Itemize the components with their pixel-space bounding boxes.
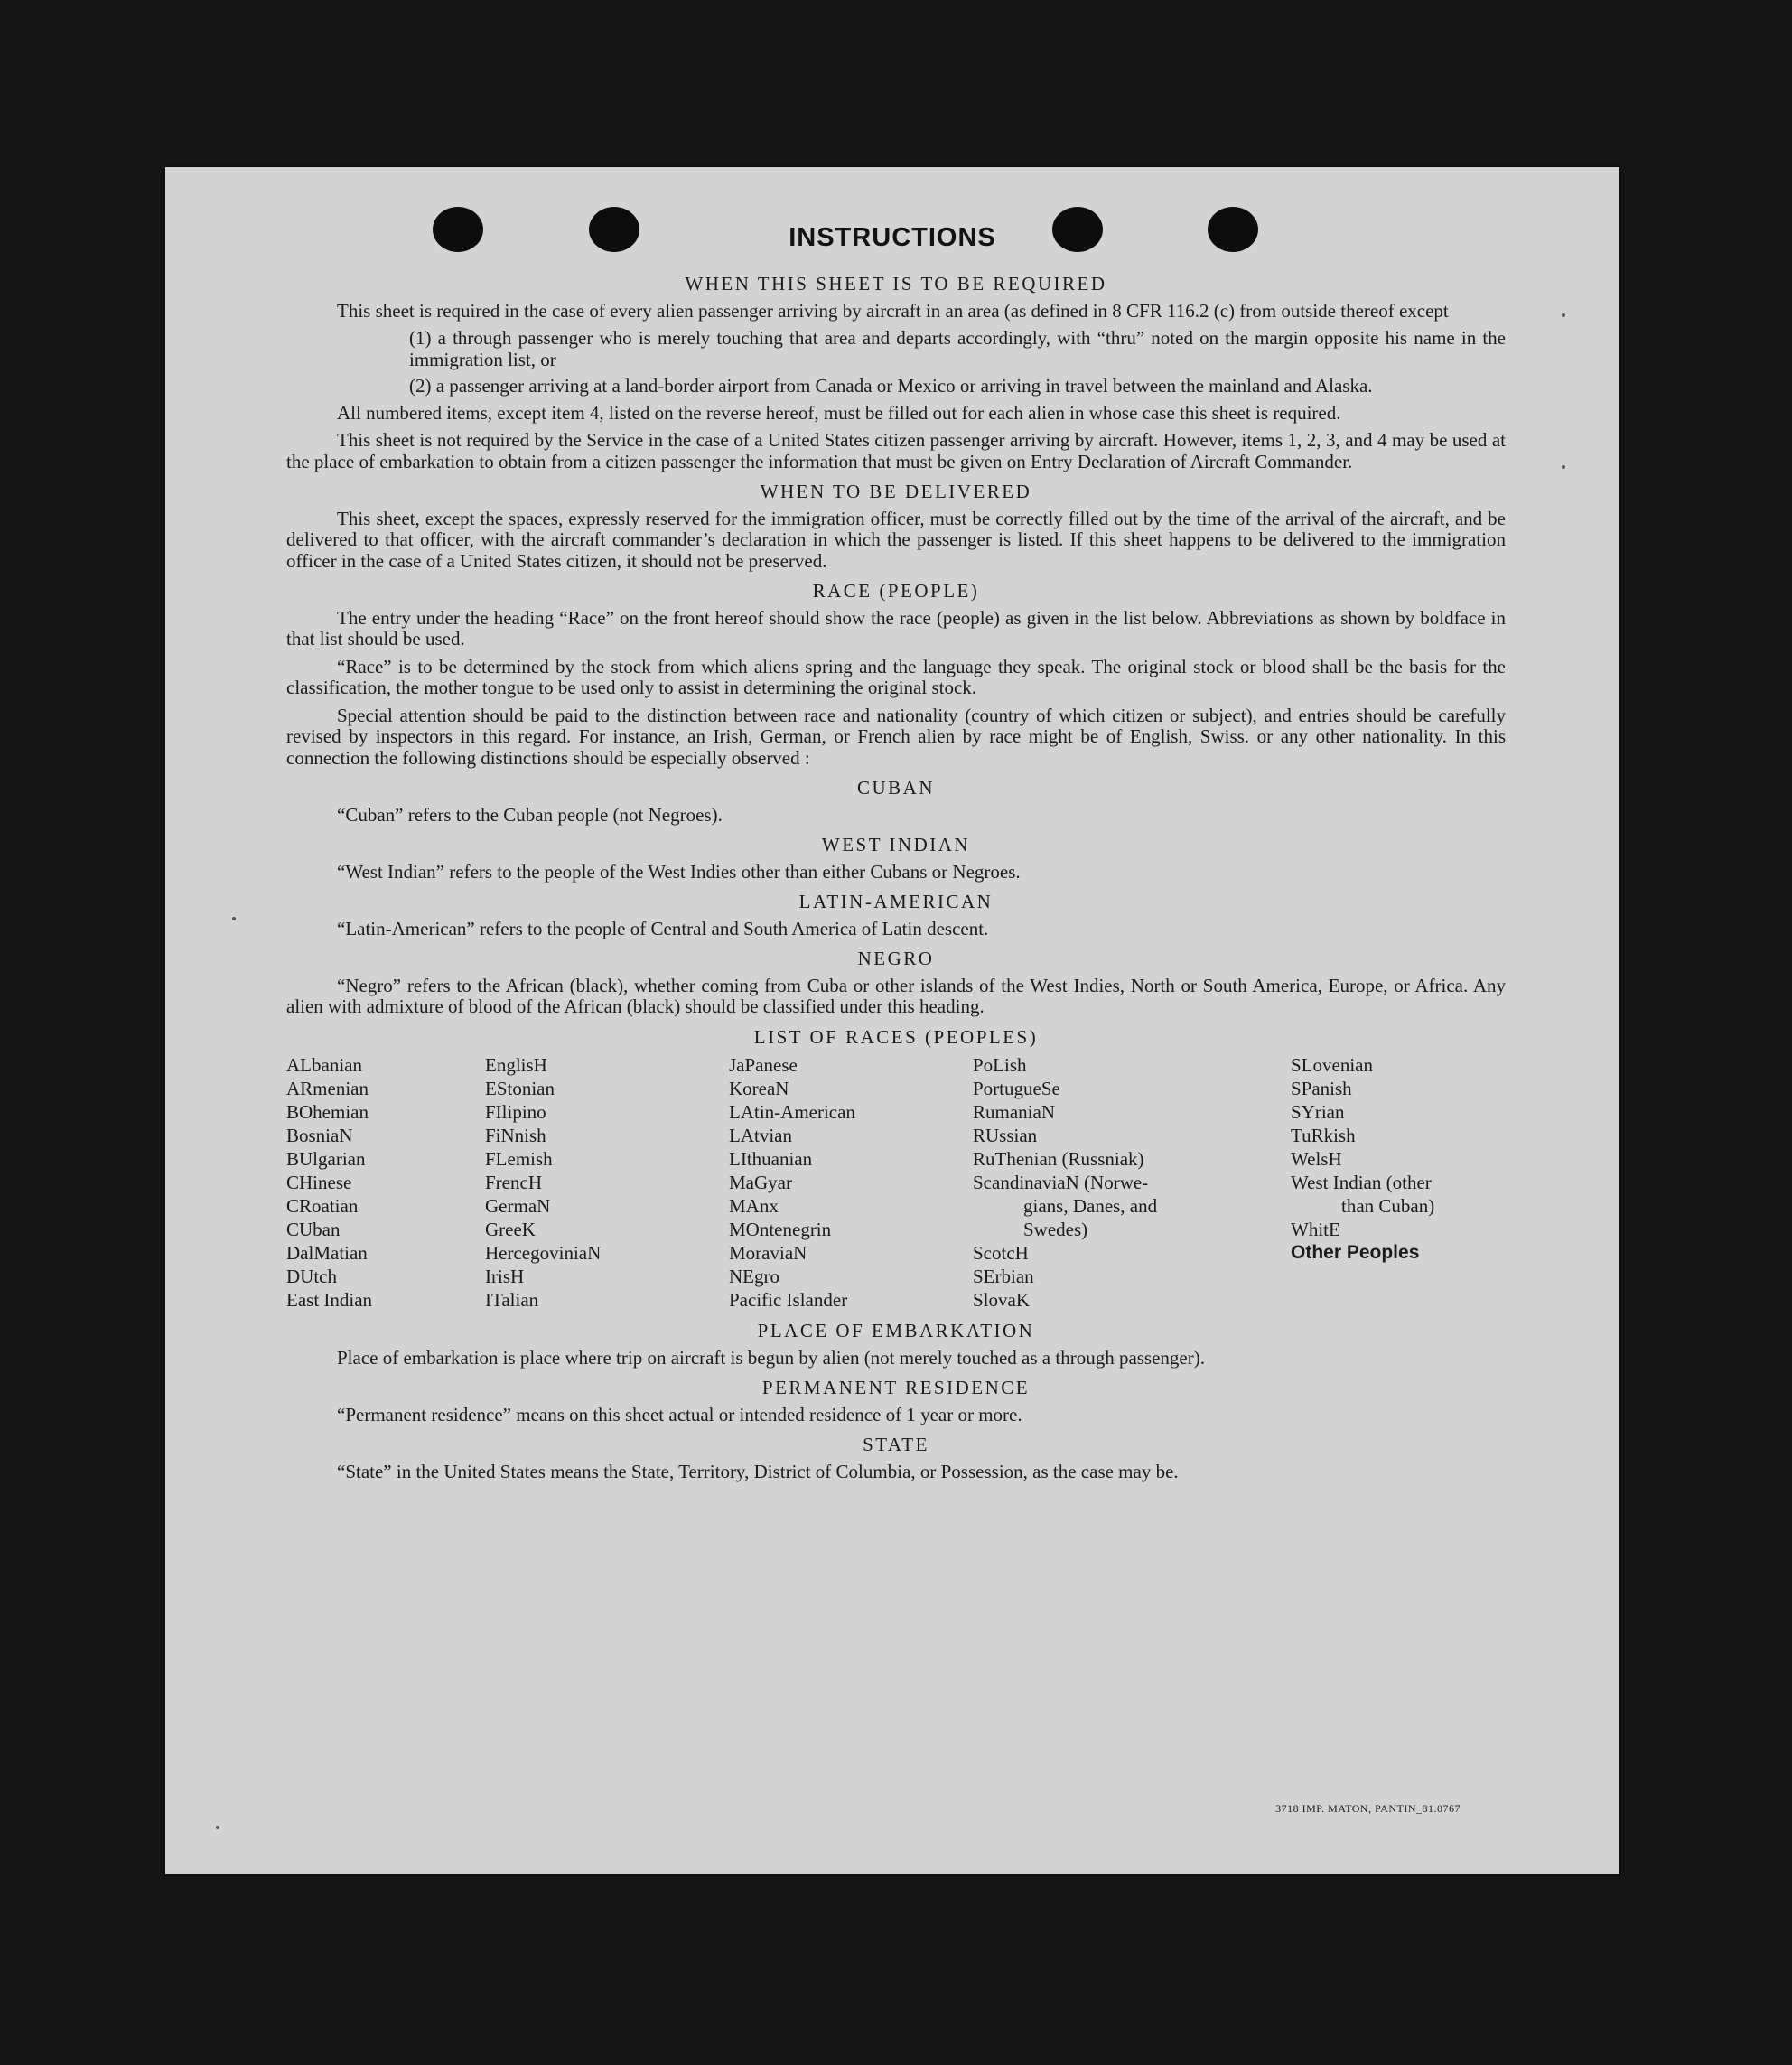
- heading-place-of-embarkation: PLACE OF EMBARKATION: [757, 1320, 1035, 1341]
- race-entry: PoLish: [973, 1054, 1027, 1076]
- race-entry: LIthuanian: [729, 1148, 813, 1170]
- race-entry: than Cuban): [1341, 1195, 1435, 1217]
- race-entry: SYrian: [1291, 1101, 1345, 1123]
- race-entry: KoreaN: [729, 1078, 789, 1099]
- race-entry: Swedes): [1023, 1219, 1088, 1240]
- race-entry: RuThenian (Russniak): [973, 1148, 1144, 1170]
- race-entry: LAtvian: [729, 1125, 792, 1146]
- race-entry: RumaniaN: [973, 1101, 1055, 1123]
- paragraph: “Permanent residence” means on this sheet actual or intended residence of 1 year or more.: [337, 1403, 1022, 1425]
- speck: [216, 1826, 219, 1829]
- race-entry: NEgro: [729, 1266, 779, 1287]
- paragraph: “Latin-American” refers to the people of Central and South America of Latin descent.: [337, 917, 989, 939]
- race-entry: BosniaN: [286, 1125, 353, 1146]
- race-entry: EStonian: [485, 1078, 555, 1099]
- race-column-5: [1291, 1053, 1506, 1312]
- page-title: INSTRUCTIONS: [789, 223, 996, 252]
- race-entry: ScotcH: [973, 1242, 1029, 1264]
- paragraph: Place of embarkation is place where trip on aircraft is begun by alien (not merely touched as a through passenger).: [337, 1346, 1205, 1369]
- race-entry: SlovaK: [973, 1289, 1030, 1311]
- heading-cuban: CUBAN: [856, 777, 935, 799]
- race-list: [286, 1053, 1506, 1312]
- race-entry: BUlgarian: [286, 1148, 366, 1170]
- paragraph: “Race” is to be determined by the stock from which aliens spring and the language they speak. The original stock or blood shall be the basis for the classification, the mother tongue to be used only to assist in determining the original stock.: [286, 655, 1506, 698]
- race-column-2: [485, 1053, 729, 1312]
- race-entry: RUssian: [973, 1125, 1038, 1146]
- heading-when-required: WHEN THIS SHEET IS TO BE REQUIRED: [685, 273, 1107, 294]
- speck: [232, 917, 236, 920]
- race-entry: Other Peoples: [1291, 1242, 1420, 1263]
- race-entry: MoraviaN: [729, 1242, 807, 1264]
- race-entry: ScandinaviaN (Norwe-: [973, 1172, 1149, 1193]
- race-entry: FrencH: [485, 1172, 542, 1193]
- paragraph: This sheet is not required by the Service in the case of a United States citizen passenger arriving by aircraft. However, items 1, 2, 3, and 4 may be used at the place of embarkation to obtain from a citizen passenger the information that must be given on Entry Declaration of Aircraft Commander.: [286, 429, 1506, 472]
- race-entry: PortugueSe: [973, 1078, 1060, 1099]
- race-entry: East Indian: [286, 1289, 373, 1311]
- race-entry: TuRkish: [1291, 1125, 1356, 1146]
- race-entry: MAnx: [729, 1195, 779, 1217]
- heading-permanent-residence: PERMANENT RESIDENCE: [761, 1377, 1031, 1398]
- paragraph: This sheet is required in the case of every alien passenger arriving by aircraft in an area (as defined in 8 CFR 116.2 (c) from outside thereof except: [337, 299, 1449, 322]
- race-entry: gians, Danes, and: [1023, 1195, 1158, 1217]
- race-entry: JaPanese: [729, 1054, 798, 1076]
- document-sheet: [165, 167, 1619, 1874]
- race-entry: SErbian: [973, 1266, 1034, 1287]
- race-entry: DalMatian: [286, 1242, 368, 1264]
- heading-when-delivered: WHEN TO BE DELIVERED: [760, 481, 1032, 502]
- paragraph: “Negro” refers to the African (black), whether coming from Cuba or other islands of the West Indies, North or South America, Europe, or Africa. Any alien with admixture of blood of the African (black) should be classified under this heading.: [286, 974, 1506, 1017]
- race-entry: ARmenian: [286, 1078, 369, 1099]
- heading-list-of-races: LIST OF RACES (PEOPLES): [753, 1025, 1039, 1048]
- race-entry: West Indian (other: [1291, 1172, 1432, 1193]
- heading-negro: NEGRO: [857, 948, 935, 969]
- race-entry: GreeK: [485, 1219, 536, 1240]
- race-column-3: [729, 1053, 973, 1312]
- printer-footer: 3718 IMP. MATON, PANTIN_81.0767: [1275, 1802, 1461, 1815]
- race-column-4: [973, 1053, 1291, 1312]
- race-entry: LAtin-American: [729, 1101, 855, 1123]
- race-entry: CUban: [286, 1219, 341, 1240]
- race-entry: MOntenegrin: [729, 1219, 832, 1240]
- exception-item: (2) a passenger arriving at a land-border airport from Canada or Mexico or arriving in travel between the mainland and Alaska.: [409, 375, 1373, 397]
- speck: [1562, 465, 1565, 469]
- race-entry: WhitE: [1291, 1219, 1340, 1240]
- race-entry: MaGyar: [729, 1172, 792, 1193]
- race-column-1: [286, 1053, 485, 1312]
- race-entry: IrisH: [485, 1266, 525, 1287]
- race-entry: SLovenian: [1291, 1054, 1373, 1076]
- race-entry: ITalian: [485, 1289, 539, 1311]
- race-entry: BOhemian: [286, 1101, 369, 1123]
- paragraph: The entry under the heading “Race” on the front hereof should show the race (people) as given in the list below. Abbreviations as shown by boldface in that list should be used.: [286, 606, 1506, 649]
- race-entry: ALbanian: [286, 1054, 362, 1076]
- paragraph: “Cuban” refers to the Cuban people (not Negroes).: [337, 803, 723, 826]
- paragraph: “West Indian” refers to the people of the West Indies other than either Cubans or Negroes.: [337, 860, 1021, 883]
- race-entry: HercegoviniaN: [485, 1242, 602, 1264]
- race-entry: EnglisH: [485, 1054, 547, 1076]
- race-entry: GermaN: [485, 1195, 551, 1217]
- paragraph: This sheet, except the spaces, expressly reserved for the immigration officer, must be correctly filled out by the time of the arrival of the aircraft, and be delivered to that officer, with the aircraft commander’s declaration in which the passenger is listed. If this sheet happens to be delivered to the immigration officer in the case of a United States citizen, it should not be preserved.: [286, 507, 1506, 572]
- heading-state: STATE: [863, 1434, 929, 1455]
- race-entry: DUtch: [286, 1266, 337, 1287]
- speck: [1562, 313, 1565, 317]
- paragraph: “State” in the United States means the State, Territory, District of Columbia, or Possession, as the case may be.: [337, 1460, 1179, 1482]
- paragraph: All numbered items, except item 4, listed on the reverse hereof, must be filled out for each alien in whose case this sheet is required.: [337, 401, 1341, 424]
- heading-latin-american: LATIN-AMERICAN: [798, 891, 994, 912]
- exception-item: (1) a through passenger who is merely touching that area and departs accordingly, with “thru” noted on the margin opposite his name in the immigration list, or: [409, 327, 1506, 370]
- race-entry: Pacific Islander: [729, 1289, 848, 1311]
- race-entry: SPanish: [1291, 1078, 1352, 1099]
- heading-west-indian: WEST INDIAN: [821, 834, 971, 855]
- race-entry: CRoatian: [286, 1195, 359, 1217]
- race-entry: CHinese: [286, 1172, 352, 1193]
- race-entry: FiNnish: [485, 1125, 546, 1146]
- race-entry: WelsH: [1291, 1148, 1342, 1170]
- race-entry: FLemish: [485, 1148, 553, 1170]
- instructions-body: [286, 265, 1506, 1489]
- heading-race: RACE (PEOPLE): [812, 580, 980, 602]
- race-entry: FIlipino: [485, 1101, 546, 1123]
- paragraph: Special attention should be paid to the distinction between race and nationality (country of which citizen or subject), and entries should be carefully revised by inspectors in this regard. For instance, an Irish, German, or French alien by race might be of English, Swiss. or any other nationality. In this connection the following distinctions should be especially observed :: [286, 704, 1506, 769]
